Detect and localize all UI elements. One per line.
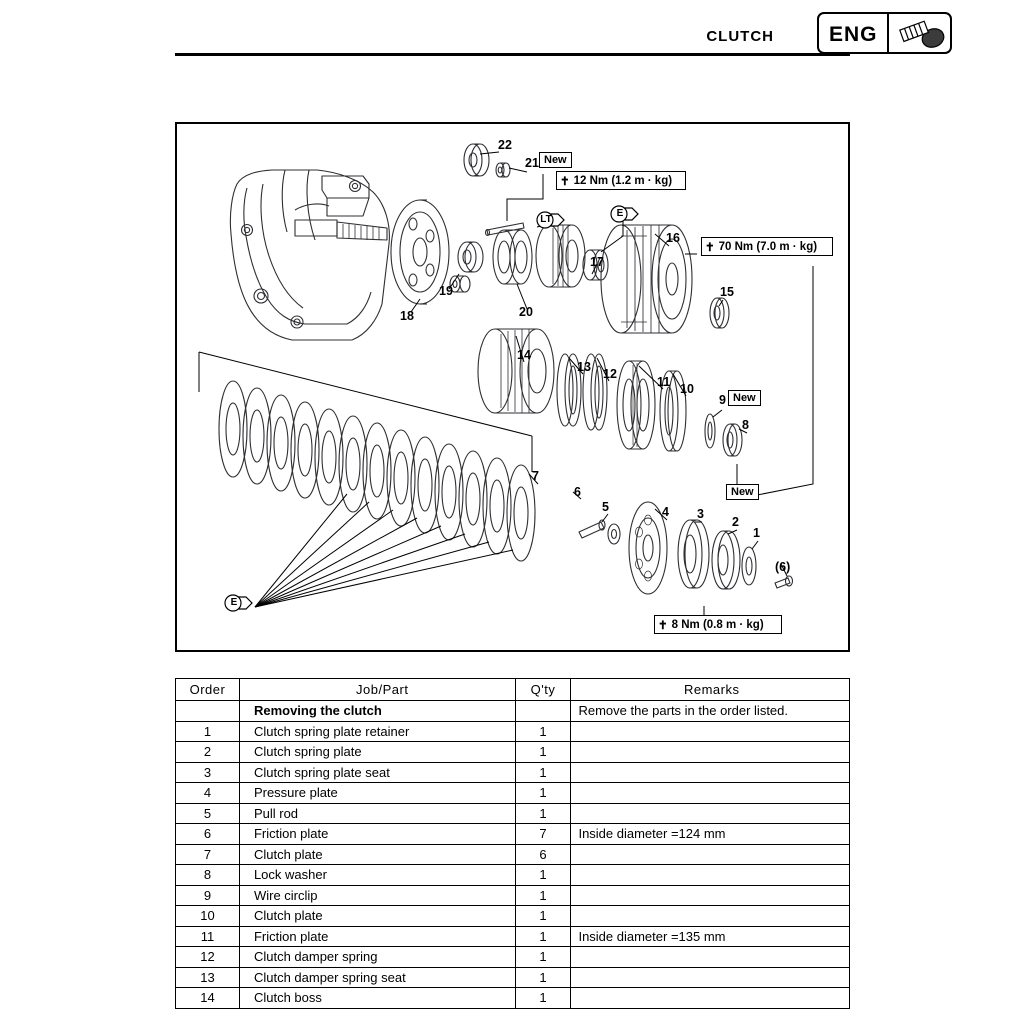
cell-qty: 1 — [515, 865, 571, 886]
cell-remarks — [571, 783, 850, 804]
cell-order: 7 — [176, 844, 240, 865]
cell-remarks — [571, 885, 850, 906]
cell-order: 12 — [176, 947, 240, 968]
cell-qty: 1 — [515, 926, 571, 947]
header-qty: Q'ty — [515, 679, 571, 701]
callout-1: 1 — [753, 526, 760, 540]
table-row — [176, 947, 850, 968]
callout-3: 3 — [697, 507, 704, 521]
cell-qty: 1 — [515, 742, 571, 763]
callout-15: 15 — [720, 285, 734, 299]
callout-22: 22 — [498, 138, 512, 152]
cell-qty: 7 — [515, 824, 571, 845]
cell-job: Removing the clutch — [239, 701, 515, 722]
callout-14: 14 — [517, 348, 531, 362]
table-row — [176, 783, 850, 804]
cell-qty: 1 — [515, 947, 571, 968]
table-row — [176, 926, 850, 947]
cell-remarks — [571, 721, 850, 742]
cell-order: 4 — [176, 783, 240, 804]
cell-remarks — [571, 742, 850, 763]
new-part-tag-9: New — [728, 390, 761, 406]
torque-spec-12nm — [556, 171, 686, 190]
callout-17: 17 — [590, 255, 604, 269]
cell-remarks: Remove the parts in the order listed. — [571, 701, 850, 722]
cell-remarks: Inside diameter =124 mm — [571, 824, 850, 845]
table-row — [176, 906, 850, 927]
callout-11: 11 — [657, 375, 671, 389]
cell-remarks — [571, 865, 850, 886]
engine-piston-icon — [893, 18, 949, 50]
table-row — [176, 824, 850, 845]
torque-value: 8 Nm (0.8 m · kg) — [671, 618, 764, 631]
callout-10: 10 — [680, 382, 694, 396]
table-row — [176, 803, 850, 824]
section-badge — [817, 12, 952, 54]
cell-qty: 1 — [515, 721, 571, 742]
parts-table-container — [175, 678, 850, 1009]
section-code-label: ENG — [829, 23, 878, 46]
page-header — [0, 0, 1024, 62]
cell-job: Pull rod — [239, 803, 515, 824]
parts-table — [175, 678, 850, 1009]
callout-6: 6 — [574, 485, 581, 499]
cell-order: 1 — [176, 721, 240, 742]
page-title: CLUTCH — [706, 28, 774, 45]
cell-qty: 1 — [515, 803, 571, 824]
cell-qty: 1 — [515, 762, 571, 783]
new-part-tag-8: New — [726, 484, 759, 500]
callout-13: 13 — [577, 360, 591, 374]
table-row — [176, 762, 850, 783]
callout-9: 9 — [719, 393, 726, 407]
cell-job: Clutch spring plate retainer — [239, 721, 515, 742]
new-part-tag-21: New — [539, 152, 572, 168]
exploded-view-figure — [175, 122, 850, 652]
lube-badge-lt: LT — [540, 214, 552, 225]
table-header-row — [176, 679, 850, 701]
table-row — [176, 721, 850, 742]
cell-qty: 1 — [515, 783, 571, 804]
torque-value: 12 Nm (1.2 m · kg) — [573, 174, 673, 187]
table-row — [176, 742, 850, 763]
cell-qty: 1 — [515, 906, 571, 927]
cell-order: 3 — [176, 762, 240, 783]
torque-spec-8nm — [654, 615, 782, 634]
cell-job: Clutch spring plate seat — [239, 762, 515, 783]
callout-20: 20 — [519, 305, 533, 319]
cell-order: 9 — [176, 885, 240, 906]
table-row — [176, 701, 850, 722]
cell-remarks — [571, 762, 850, 783]
cell-job: Clutch boss — [239, 988, 515, 1009]
cell-order: 5 — [176, 803, 240, 824]
lube-badge-e-2: E — [230, 597, 238, 608]
cell-order: 2 — [176, 742, 240, 763]
cell-remarks — [571, 967, 850, 988]
badge-divider — [887, 14, 889, 52]
cell-order: 6 — [176, 824, 240, 845]
wrench-icon: ✝ — [658, 619, 668, 632]
callout-4: 4 — [662, 505, 669, 519]
cell-order: 8 — [176, 865, 240, 886]
cell-remarks: Inside diameter =135 mm — [571, 926, 850, 947]
cell-order: 13 — [176, 967, 240, 988]
cell-remarks — [571, 906, 850, 927]
cell-order: 14 — [176, 988, 240, 1009]
callout-8: 8 — [742, 418, 749, 432]
callout-6b: (6) — [775, 560, 791, 574]
cell-qty: 6 — [515, 844, 571, 865]
callout-18: 18 — [400, 309, 414, 323]
torque-value: 70 Nm (7.0 m · kg) — [718, 240, 818, 253]
header-job-part: Job/Part — [239, 679, 515, 701]
table-row — [176, 988, 850, 1009]
cell-qty — [515, 701, 571, 722]
cell-job: Clutch plate — [239, 906, 515, 927]
wrench-icon: ✝ — [705, 241, 715, 254]
cell-remarks — [571, 947, 850, 968]
callout-2: 2 — [732, 515, 739, 529]
cell-job: Pressure plate — [239, 783, 515, 804]
torque-spec-70nm — [701, 237, 833, 256]
table-row — [176, 967, 850, 988]
header-divider — [175, 53, 850, 56]
callout-12: 12 — [603, 367, 617, 381]
header-remarks: Remarks — [571, 679, 850, 701]
cell-job: Clutch spring plate — [239, 742, 515, 763]
clutch-exploded-diagram — [177, 124, 848, 650]
wrench-icon: ✝ — [560, 175, 570, 188]
cell-order: 10 — [176, 906, 240, 927]
callout-16: 16 — [666, 231, 680, 245]
header-order: Order — [176, 679, 240, 701]
cell-job: Friction plate — [239, 824, 515, 845]
cell-remarks — [571, 844, 850, 865]
cell-job: Wire circlip — [239, 885, 515, 906]
cell-job: Clutch plate — [239, 844, 515, 865]
table-row — [176, 885, 850, 906]
cell-job: Clutch damper spring seat — [239, 967, 515, 988]
callout-7: 7 — [532, 469, 539, 483]
callout-21: 21 — [525, 156, 539, 170]
cell-remarks — [571, 803, 850, 824]
lube-badge-e-1: E — [616, 208, 624, 219]
cell-order: 11 — [176, 926, 240, 947]
cell-qty: 1 — [515, 885, 571, 906]
cell-job: Lock washer — [239, 865, 515, 886]
cell-qty: 1 — [515, 967, 571, 988]
cell-qty: 1 — [515, 988, 571, 1009]
callout-19: 19 — [439, 284, 453, 298]
table-row — [176, 865, 850, 886]
cell-order — [176, 701, 240, 722]
cell-remarks — [571, 988, 850, 1009]
cell-job: Clutch damper spring — [239, 947, 515, 968]
table-row — [176, 844, 850, 865]
callout-5: 5 — [602, 500, 609, 514]
cell-job: Friction plate — [239, 926, 515, 947]
